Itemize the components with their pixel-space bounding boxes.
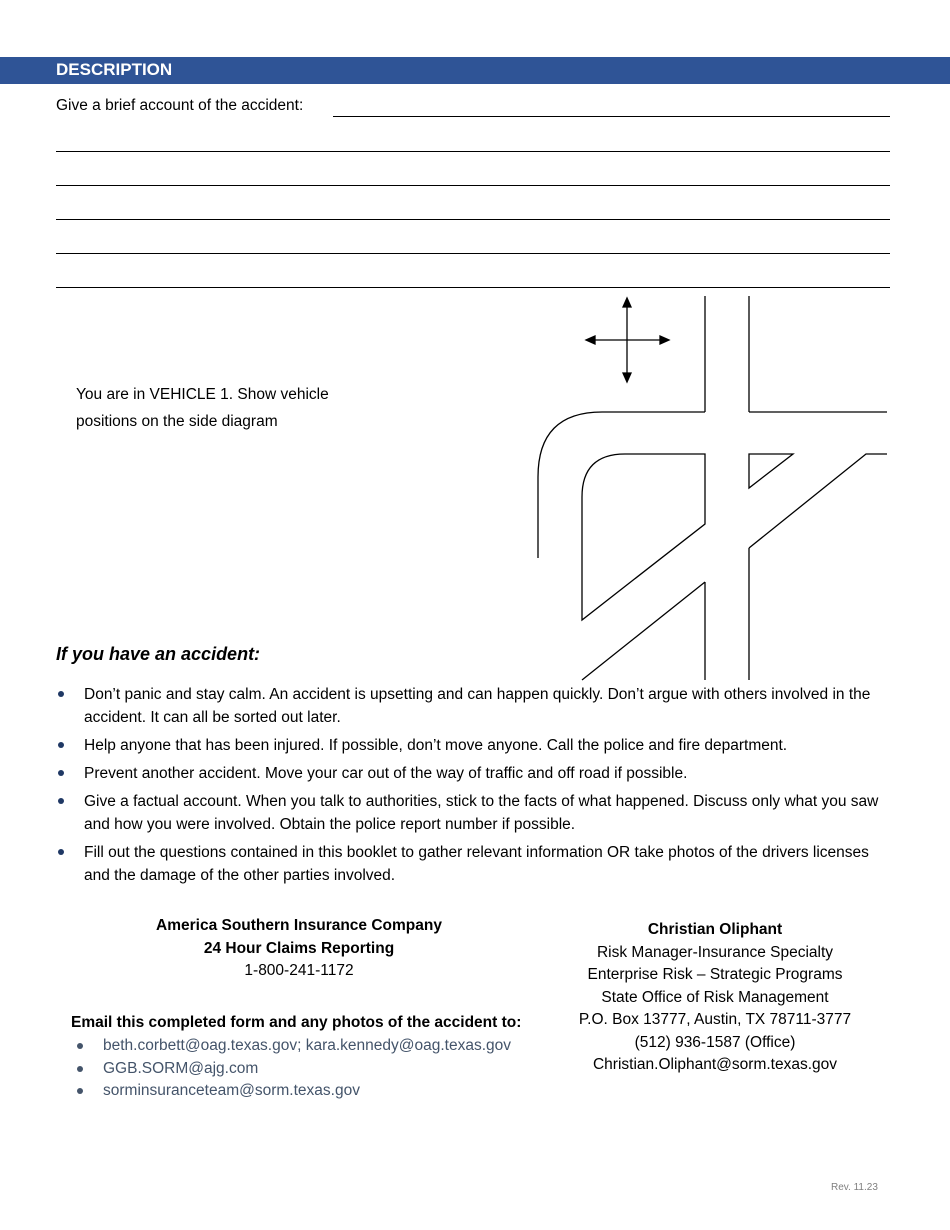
account-answer-line-6[interactable]	[56, 287, 890, 288]
claims-phone[interactable]: 1-800-241-1172	[244, 962, 354, 979]
vehicle-instruction-line-1: You are in VEHICLE 1. Show vehicle	[76, 386, 329, 403]
contact-department: Enterprise Risk – Strategic Programs	[587, 966, 843, 983]
vehicle-instruction-line-2: positions on the side diagram	[76, 413, 278, 430]
list-item-text: Help anyone that has been injured. If possible, don’t move anyone. Call the police and fire department.	[84, 737, 788, 754]
contact-title: Risk Manager-Insurance Specialty	[596, 943, 834, 961]
email-item[interactable]	[75, 1058, 511, 1081]
risk-manager-contact	[555, 919, 875, 1077]
bullet-icon	[77, 1088, 83, 1094]
email-link[interactable]: beth.corbett@oag.texas.gov; kara.kennedy@oag.texas.gov	[103, 1037, 512, 1054]
bullet-icon	[77, 1066, 83, 1072]
email-item[interactable]	[75, 1035, 511, 1058]
bullet-icon	[58, 849, 64, 855]
revision-label: Rev. 11.23	[831, 1182, 878, 1193]
road-island	[749, 454, 793, 488]
company-name: America Southern Insurance Company	[156, 917, 442, 934]
list-item-text: Give a factual account. When you talk to authorities, stick to the facts of what happened. Discuss only what you saw and how you were involved. Obtain the police report number if possible.	[84, 793, 879, 833]
road-island	[582, 454, 705, 620]
road-edge	[538, 412, 705, 558]
email-link[interactable]: sorminsuranceteam@sorm.texas.gov	[103, 1082, 360, 1099]
account-answer-line-1[interactable]	[333, 116, 890, 117]
email-item[interactable]	[75, 1080, 511, 1103]
account-answer-line-2[interactable]	[56, 151, 890, 152]
contact-phone[interactable]: (512) 936-1587 (Office)	[634, 1033, 796, 1051]
contact-name: Christian Oliphant	[647, 921, 783, 938]
accident-tips-list	[56, 683, 896, 892]
list-item-text: Fill out the questions contained in this booklet to gather relevant information OR take photos of the drivers licenses and the damage of the other parties involved.	[84, 844, 869, 884]
account-answer-line-3[interactable]	[56, 185, 890, 186]
bullet-icon	[58, 742, 64, 748]
list-item	[56, 790, 896, 836]
compass-icon	[586, 298, 669, 382]
list-item	[56, 762, 896, 785]
accident-tips-title: If you have an accident:	[56, 644, 261, 664]
contact-address: P.O. Box 13777, Austin, TX 78711-3777	[578, 1011, 852, 1028]
vehicle-instruction	[76, 381, 376, 435]
bullet-icon	[58, 770, 64, 776]
bullet-icon	[58, 798, 64, 804]
insurance-company-block	[120, 915, 478, 983]
section-title-description: DESCRIPTION	[56, 60, 173, 79]
email-link[interactable]: GGB.SORM@ajg.com	[103, 1059, 259, 1077]
claims-service: 24 Hour Claims Reporting	[203, 939, 395, 957]
list-item	[56, 841, 896, 887]
contact-office: State Office of Risk Management	[601, 988, 829, 1006]
bullet-icon	[58, 691, 64, 697]
account-prompt: Give a brief account of the accident:	[56, 97, 304, 114]
list-item	[56, 683, 896, 729]
bullet-icon	[77, 1043, 83, 1049]
contact-email[interactable]: Christian.Oliphant@sorm.texas.gov	[592, 1056, 838, 1073]
account-answer-line-4[interactable]	[56, 219, 890, 220]
list-item-text: Prevent another accident. Move your car out of the way of traffic and off road if possible.	[84, 765, 688, 782]
email-list	[75, 1035, 511, 1103]
section-header	[0, 57, 950, 84]
road-edge	[582, 582, 705, 680]
list-item-text: Don’t panic and stay calm. An accident is upsetting and can happen quickly. Don’t argue with others involved in the accident. It can all be sorted out later.	[84, 686, 871, 726]
account-answer-line-5[interactable]	[56, 253, 890, 254]
intersection-diagram[interactable]	[530, 292, 890, 684]
email-heading: Email this completed form and any photos of the accident to:	[71, 1014, 522, 1031]
list-item	[56, 734, 896, 757]
road-edge	[749, 454, 887, 548]
